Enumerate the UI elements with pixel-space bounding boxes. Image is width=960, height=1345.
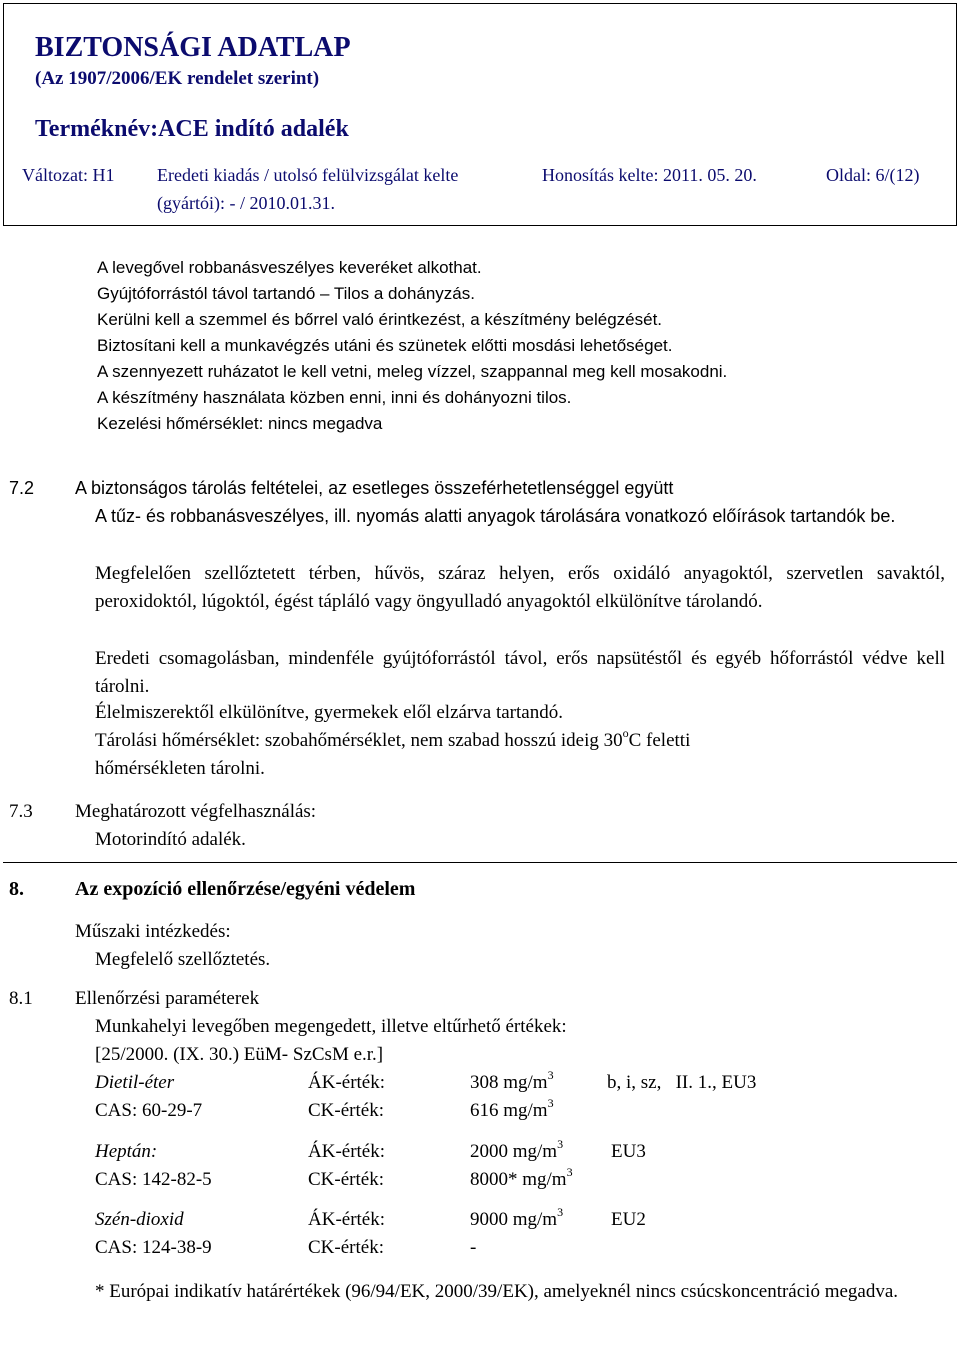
storage-temp-unit: C feletti — [628, 730, 691, 751]
ak-label: ÁK-érték: — [308, 1072, 386, 1093]
text-line: Gyújtóforrástól távol tartandó – Tilos a dohányzás. — [97, 284, 475, 303]
ak-value — [470, 1137, 564, 1163]
unit-sup: 3 — [557, 1137, 564, 1151]
ck-label: CK-érték: — [308, 1100, 384, 1121]
divider — [3, 862, 957, 863]
document-header — [3, 3, 957, 226]
section-heading: Meghatározott végfelhasználás: — [75, 801, 317, 822]
paragraph: Élelmiszerektől elkülönítve, gyermekek elől elzárva tartandó. — [95, 702, 563, 723]
section-heading: A biztonságos tárolás feltételei, az esetleges összeférhetetlenséggel együtt — [75, 478, 674, 498]
ck-value — [470, 1096, 554, 1122]
unit-sup: 3 — [547, 1096, 554, 1110]
substance-name: Heptán: — [95, 1141, 158, 1162]
paragraph: Motorindító adalék. — [95, 829, 246, 850]
text-line: A levegővel robbanásveszélyes keveréket alkothat. — [97, 258, 482, 277]
storage-temp-text: Tárolási hőmérséklet: szobahőmérséklet, nem szabad hosszú ideig 30 — [95, 730, 623, 751]
ak-value-text: 2000 mg/m — [470, 1141, 558, 1162]
ck-value-text: 616 mg/m — [470, 1100, 548, 1121]
paragraph: Megfelelően szellőztetett térben, hűvös, száraz helyen, erős oxidáló anyagoktól, szervetlen savaktól, peroxidoktól, lúgoktól, égést tápláló vagy öngyulladó anyagoktól elkülönítve tárolandó. — [95, 563, 945, 612]
ak-label: ÁK-érték: — [308, 1209, 386, 1230]
unit-sup: 3 — [566, 1165, 573, 1179]
paragraph: hőmérsékleten tárolni. — [95, 758, 265, 779]
section-heading: Az expozíció ellenőrzése/egyéni védelem — [75, 878, 416, 900]
paragraph — [95, 726, 945, 752]
paragraph: Megfelelő szellőztetés. — [95, 949, 271, 970]
local-date: Honosítás kelte: 2011. 05. 20. — [542, 165, 757, 185]
ak-value — [470, 1068, 554, 1094]
unit-sup: 3 — [547, 1068, 554, 1082]
section-number: 8. — [9, 878, 24, 900]
page-number: Oldal: 6/(12) — [826, 165, 920, 185]
document-title: BIZTONSÁGI ADATLAP — [35, 32, 351, 63]
degree-sup: o — [622, 726, 629, 740]
version: Változat: H1 — [22, 165, 115, 185]
ak-label: ÁK-érték: — [308, 1141, 386, 1162]
note: EU2 — [611, 1209, 646, 1230]
note: EU3 — [611, 1141, 646, 1162]
ck-label: CK-érték: — [308, 1237, 384, 1258]
product-name: Terméknév:ACE indító adalék — [35, 116, 349, 142]
text-line: Biztosítani kell a munkavégzés utáni és szünetek előtti mosdási lehetőséget. — [97, 336, 673, 355]
cas-number: CAS: 142-82-5 — [95, 1169, 212, 1190]
ck-value — [470, 1165, 573, 1191]
ak-value-text: 9000 mg/m — [470, 1209, 558, 1230]
issue-label: Eredeti kiadás / utolsó felülvizsgálat kelte — [157, 165, 459, 185]
ck-value-text: 8000* mg/m — [470, 1169, 567, 1190]
section-heading: Ellenőrzési paraméterek — [75, 988, 260, 1009]
substance-name: Szén-dioxid — [95, 1209, 184, 1230]
ck-label: CK-érték: — [308, 1169, 384, 1190]
cas-number: CAS: 124-38-9 — [95, 1237, 212, 1258]
section-number: 8.1 — [9, 988, 33, 1009]
document-subtitle: (Az 1907/2006/EK rendelet szerint) — [35, 68, 320, 89]
cas-number: CAS: 60-29-7 — [95, 1100, 203, 1121]
label: Műszaki intézkedés: — [75, 921, 231, 942]
text-line: A készítmény használata közben enni, inni és dohányozni tilos. — [97, 388, 572, 407]
unit-sup: 3 — [557, 1205, 564, 1219]
ak-value — [470, 1205, 564, 1231]
section-number: 7.3 — [9, 801, 33, 822]
ak-value-text: 308 mg/m — [470, 1072, 548, 1093]
paragraph: [25/2000. (IX. 30.) EüM- SzCsM e.r.] — [95, 1044, 384, 1065]
text-line: Kezelési hőmérséklet: nincs megadva — [97, 414, 383, 433]
section-number: 7.2 — [9, 478, 35, 498]
text-line: A szennyezett ruházatot le kell vetni, meleg vízzel, szappannal meg kell mosakodni. — [97, 362, 728, 381]
paragraph: A tűz- és robbanásveszélyes, ill. nyomás alatti anyagok tárolására vonatkozó előírások tartandók be. — [95, 506, 896, 526]
text-line: Kerülni kell a szemmel és bőrrel való érintkezést, a készítmény belégzését. — [97, 310, 663, 329]
ck-value: - — [470, 1237, 477, 1258]
paragraph: Munkahelyi levegőben megengedett, illetve eltűrhető értékek: — [95, 1016, 567, 1037]
substance-name: Dietil-éter — [95, 1072, 175, 1093]
storage-text — [95, 726, 691, 752]
paragraph: Eredeti csomagolásban, mindenféle gyújtóforrástól távol, erős napsütéstől és egyéb hőforrástól védve kell tárolni. — [95, 648, 945, 697]
note: b, i, sz, II. 1., EU3 — [607, 1072, 757, 1093]
issue-value: (gyártói): - / 2010.01.31. — [157, 193, 335, 213]
footnote: * Európai indikatív határértékek (96/94/EK, 2000/39/EK), amelyeknél nincs csúcskoncentráció megadva. — [95, 1281, 899, 1302]
